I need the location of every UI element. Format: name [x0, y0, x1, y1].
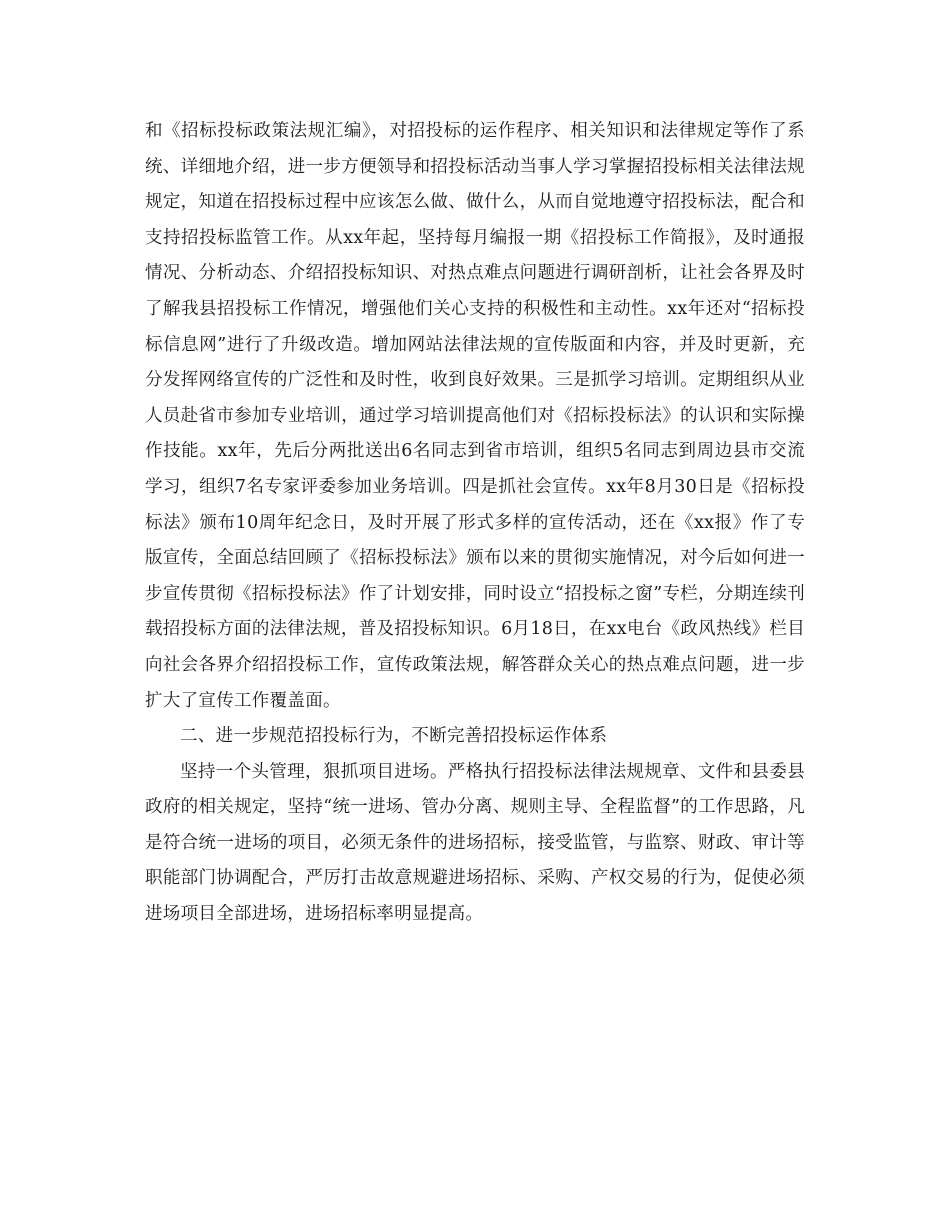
paragraph-continued: 和《招标投标政策法规汇编》，对招投标的运作程序、相关知识和法律规定等作了系统、详细地介绍，进一步方便领导和招投标活动当事人学习掌握招投标相关法律法规规定，知道在招投标过程中应该怎么做、做什么，从而自觉地遵守招投标法，配合和支持招投标监管工作。从xx年起，坚持每月编报一期《招投标工作简报》，及时通报情况、分析动态、介绍招投标知识、对热点难点问题进行调研剖析，让社会各界及时了解我县招投标工作情况，增强他们关心支持的积极性和主动性。xx年还对“招标投标信息网”进行了升级改造。增加网站法律法规的宣传版面和内容，并及时更新，充分发挥网络宣传的广泛性和及时性，收到良好效果。三是抓学习培训。定期组织从业人员赴省市参加专业培训，通过学习培训提高他们对《招标投标法》的认识和实际操作技能。xx年，先后分两批送出6名同志到省市培训，组织5名同志到周边县市交流学习，组织7名专家评委参加业务培训。四是抓社会宣传。xx年8月30日是《招标投标法》颁布10周年纪念日，及时开展了形式多样的宣传活动，还在《xx报》作了专版宣传，全面总结回顾了《招标投标法》颁布以来的贯彻实施情况，对今后如何进一步宣传贯彻《招标投标法》作了计划安排，同时设立“招投标之窗”专栏，分期连续刊载招投标方面的法律法规，普及招投标知识。6月18日，在xx电台《政风热线》栏目向社会各界介绍招投标工作，宣传政策法规，解答群众关心的热点难点问题，进一步扩大了宣传工作覆盖面。 [145, 121, 805, 711]
section-heading: 二、进一步规范招投标行为，不断完善招投标运作体系 [180, 726, 608, 747]
document-body [145, 114, 805, 933]
paragraph-body: 坚持一个头管理，狠抓项目进场。严格执行招投标法律法规规章、文件和县委县政府的相关规定，坚持“统一进场、管办分离、规则主导、全程监督”的工作思路，凡是符合统一进场的项目，必须无条件的进场招标，接受监管，与监察、财政、审计等职能部门协调配合，严厉打击故意规避进场招标、采购、产权交易的行为，促使必须进场项目全部进场，进场招标率明显提高。 [145, 761, 805, 925]
